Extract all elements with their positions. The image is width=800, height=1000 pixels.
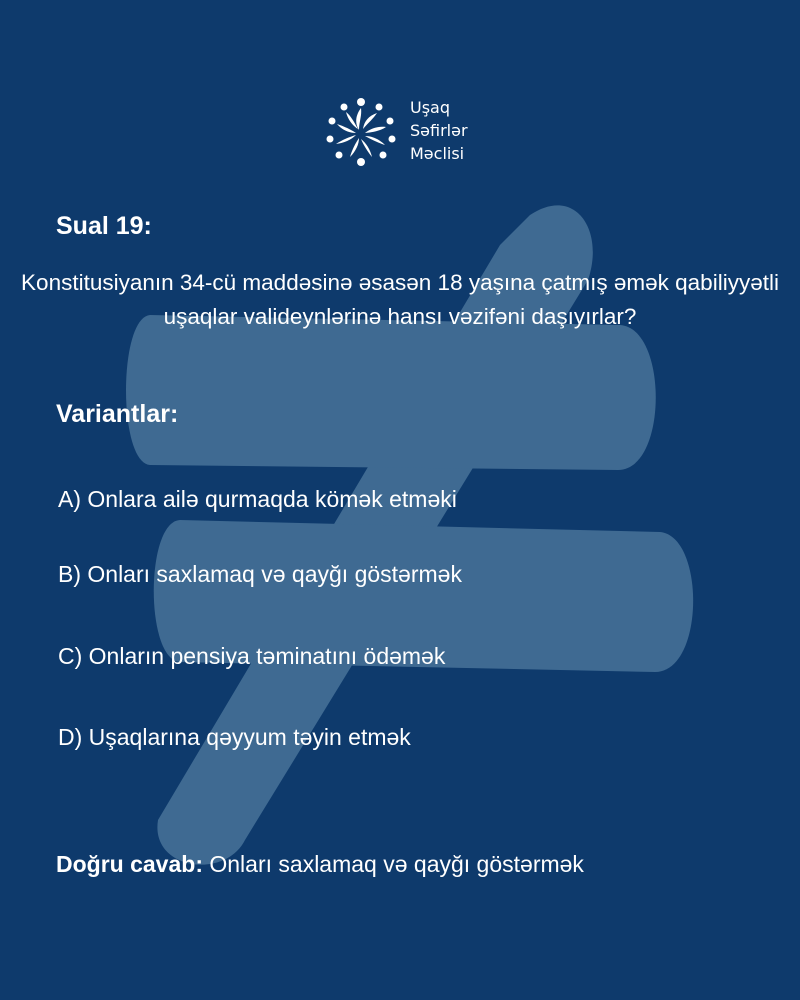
option-d: D) Uşaqlarına qəyyum təyin etmək (58, 724, 411, 750)
answer-text: Onları saxlamaq və qayğı göstərmək (209, 851, 584, 877)
logo-line-2: Səfirlər (410, 121, 468, 140)
upper-bar (126, 315, 656, 470)
sun-burst-icon (322, 94, 400, 170)
logo-wordmark (410, 96, 468, 165)
question-label: Sual 19: (56, 212, 152, 240)
logo-line-1: Uşaq (410, 98, 451, 117)
correct-answer (56, 851, 584, 878)
question-text: Konstitusiyanın 34-cü maddəsinə əsasən 18 yaşına çatmış əmək qabiliyyətli uşaqlar valideynlərinə hansı vəzifəni daşıyırlar? (21, 270, 779, 329)
option-b: B) Onları saxlamaq və qayğı göstərmək (58, 561, 462, 587)
organization-logo (322, 92, 482, 172)
variants-label: Variantlar: (56, 400, 179, 428)
answer-label: Doğru cavab: (56, 851, 203, 877)
option-c: C) Onların pensiya təminatını ödəmək (58, 643, 446, 669)
logo-line-3: Məclisi (410, 144, 465, 163)
option-a: A) Onlara ailə qurmaqda kömək etməki (58, 486, 457, 512)
